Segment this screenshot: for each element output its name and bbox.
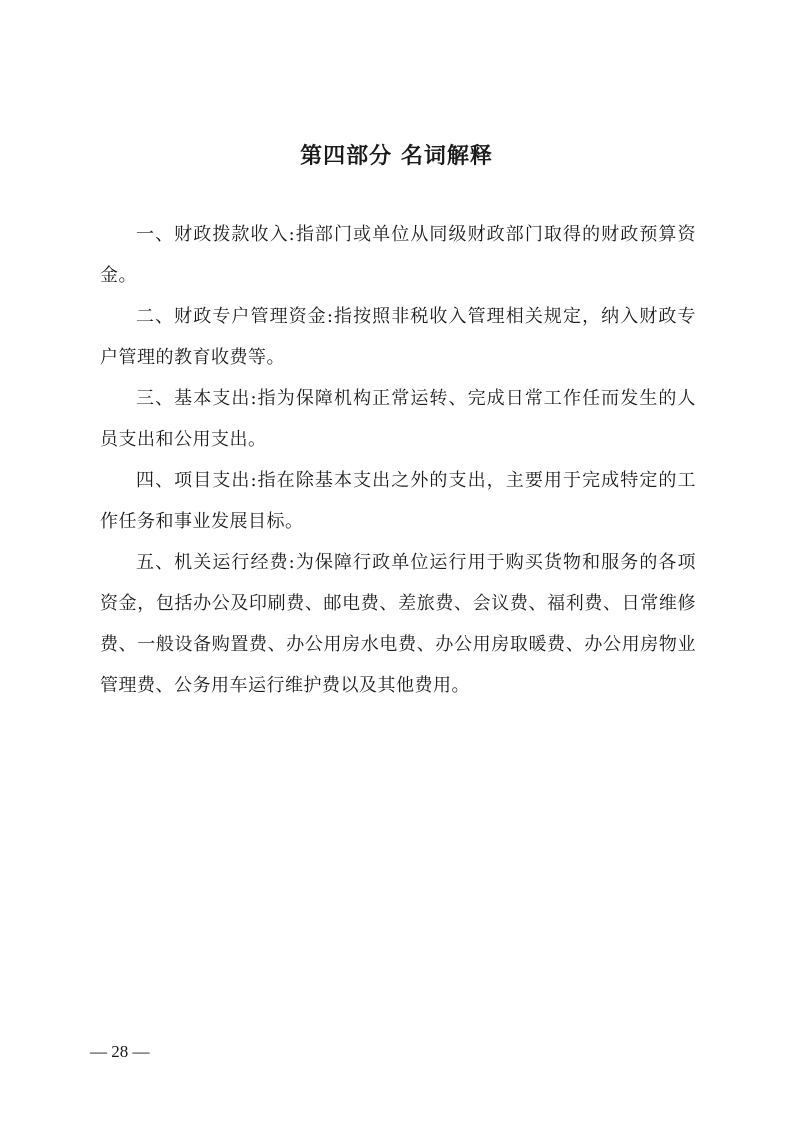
paragraph-basic-expenditure: 三、基本支出:指为保障机构正常运转、完成日常工作任而发生的人员支出和公用支出。 — [100, 388, 696, 450]
paragraph-fiscal-appropriation-income: 一、财政拨款收入:指部门或单位从同级财政部门取得的财政预算资金。 — [100, 224, 696, 286]
page-title: 第四部分 名词解释 — [300, 143, 493, 169]
paragraph-fiscal-special-account-funds: 二、财政专户管理资金:指按照非税收入管理相关规定，纳入财政专户管理的教育收费等。 — [100, 306, 696, 368]
paragraph-agency-operating-expenses: 五、机关运行经费:为保障行政单位运行用于购买货物和服务的各项资金，包括办公及印刷费、邮电费、差旅费、会议费、福利费、日常维修费、一般设备购置费、办公用房水电费、办公用房取暖费、办公用房物业管理费、公务用车运行维护费以及其他费用。 — [100, 552, 696, 696]
document-body — [100, 214, 696, 706]
page-number: — 28 — — [90, 1042, 150, 1061]
paragraph-project-expenditure: 四、项目支出:指在除基本支出之外的支出，主要用于完成特定的工作任务和事业发展目标。 — [100, 470, 696, 532]
